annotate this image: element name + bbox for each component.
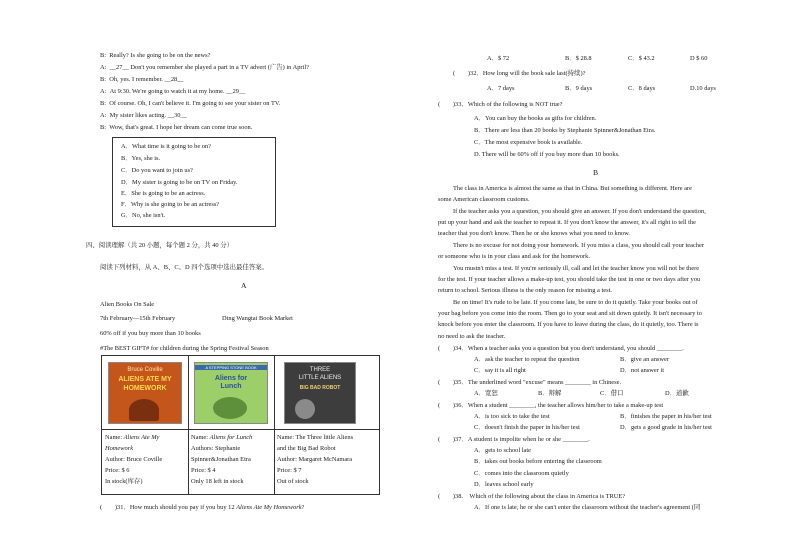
book-name: Name: The Three little Aliens	[277, 434, 354, 441]
section-instruction: 阅读下列材料，从 A、B、C、D 四个选项中选出最佳答案。	[100, 264, 268, 271]
option-item: F．Why is she going to be an actress?	[121, 201, 220, 208]
q31-option-d: D $ 60	[690, 55, 708, 62]
option-item: E．She is going to be an actress.	[121, 190, 206, 197]
q37-option: D．leaves school early	[474, 481, 534, 488]
question-32: ( )32．How long will the book sale last(持续)?	[453, 70, 586, 77]
ad-discount: 60% off if you buy more than 10 books	[100, 330, 201, 337]
dialogue-line: B: Wow, that's great. I hope her dream can come true soon.	[100, 124, 253, 131]
option-item: B．Yes, she is.	[121, 155, 161, 162]
ad-title: Alien Books On Sale	[100, 301, 155, 308]
q33-option: C．The most expensive book is available.	[474, 139, 583, 146]
dialogue-line: A: My sister likes acting. __30__	[100, 112, 187, 119]
book-price: Price: $ 7	[277, 467, 302, 474]
q33-option: D. There will be 60% off if you buy more than 10 books.	[474, 151, 620, 158]
question-37: ( )37．A student is impolite when he or she ________.	[438, 436, 590, 443]
option-item: A．What time is it going to be on?	[121, 143, 211, 150]
q36-option-c: C．doesn't finish the paper in his/her test	[474, 424, 580, 431]
ad-dates: 7th February—15th February	[100, 315, 176, 322]
option-item: C．Do you want to join us?	[121, 167, 193, 174]
q33-option: A．You can buy the books as gifts for children.	[474, 115, 597, 122]
book-table	[101, 355, 380, 495]
question-33: ( )33．Which of the following is NOT true?	[438, 101, 563, 108]
q32-option-d: D.10 days	[690, 85, 716, 92]
part-a-label: A	[241, 281, 247, 290]
q35-option-c: C．借口	[600, 390, 624, 397]
options-box	[112, 137, 276, 227]
q34-option-b: B．give an answer	[620, 356, 669, 363]
q33-option: B．There are less than 20 books by Stephanie Spinner&Jonathan Etra.	[474, 127, 656, 134]
book-name: Name: Aliens Ate My	[105, 434, 160, 441]
ad-gift: #The BEST GIFT# for children during the Spring Festival Season	[100, 345, 269, 352]
q32-option-a: A．7 days	[487, 85, 515, 92]
q37-option: B．takes out books before entering the classroom	[474, 458, 602, 465]
book-author-cont: Spinner&Jonathan Etra	[191, 456, 251, 463]
q37-option: C．comes into the classroom quietly	[474, 470, 569, 477]
book-stock: Only 18 left in stock	[191, 478, 244, 485]
dialogue-line: B: Of course. Oh, I can't believe it. I'm going to see your sister on TV.	[100, 100, 281, 107]
q31-option-a: A．$ 72	[487, 55, 510, 62]
q35-option-a: A．宽恕	[474, 390, 498, 397]
question-31: ( )31．How much should you pay if you buy 12 Aliens Ate My Homework?	[100, 504, 305, 511]
book-name-cont: Homework	[105, 445, 134, 452]
book-author: Authors: Stephanie	[191, 445, 241, 452]
question-34: ( )34．When a teacher asks you a question but you don't understand, you should ________.	[438, 345, 684, 352]
book-author: Author: Margaret McNamara	[277, 456, 353, 463]
book-name-cont: and the Big Bad Robot	[277, 445, 336, 452]
book-stock: In stock(库存)	[105, 478, 143, 485]
book-cover-image: Bruce Coville ALIENS ATE MY HOMEWORK	[108, 362, 182, 424]
q31-option-c: C．$ 43.2	[628, 55, 655, 62]
book-price: Price: $ 6	[105, 467, 130, 474]
question-35: ( )35．The underlined word "excuse" means ________ in Chinese.	[438, 379, 622, 386]
q31-option-b: B．$ 28.8	[565, 55, 592, 62]
q35-option-b: B．辩解	[538, 390, 562, 397]
q36-option-d: D．gets a good grade in his/her test	[620, 424, 712, 431]
book-stock: Out of stock	[277, 478, 309, 485]
q37-option: A．gets to school late	[474, 447, 531, 454]
q38-option: A．If one is late, he or she can't enter the classroom without the teacher's agreement (同	[474, 504, 701, 511]
book-cover-image: A STEPPING STONE BOOK Aliens for Lunch	[194, 362, 268, 424]
q34-option-d: D．not answer it	[620, 367, 665, 374]
dialogue-line: B: Oh, yes. I remember. __28__	[100, 76, 184, 83]
section-title: 四、阅读理解（共 20 小题，每个题 2 分，共 40 分）	[86, 242, 233, 249]
q36-option-b: B．finishes the paper in his/her test	[620, 413, 712, 420]
dialogue-line: A: At 9:30. We're going to watch it at my home. __29__	[100, 88, 246, 95]
ad-place: Ding Wangtai Book Market	[222, 315, 293, 322]
question-36: ( )36．When a student ________, the teacher allows him/her to take a make-up test	[438, 402, 664, 409]
q34-option-c: C．say it is all right	[474, 367, 526, 374]
dialogue-line: B: Really? Is she going to be on the news?	[100, 52, 211, 59]
q36-option-a: A．is too sick to take the test	[474, 413, 550, 420]
question-38: ( )38. Which of the following about the class in America is TRUE?	[438, 493, 626, 500]
dialogue-line: A: __27__ Don't you remember she played a part in a TV advert (广告) in April?	[100, 64, 309, 71]
book-name: Name: Aliens for Lunch	[191, 434, 253, 441]
book-cover-image: THREE LITTLE ALIENS BIG BAD ROBOT	[284, 362, 356, 424]
q34-option-a: A．ask the teacher to repeat the question	[474, 356, 580, 363]
part-b-label: B	[593, 168, 599, 177]
q35-option-d: D．道歉	[665, 390, 689, 397]
q32-option-c: C．8 days	[628, 85, 656, 92]
option-item: G．No, she isn't.	[121, 212, 166, 219]
book-author: Author: Bruce Coville	[105, 456, 163, 463]
book-price: Price: $ 4	[191, 467, 216, 474]
option-item: D．My sister is going to be on TV on Friday.	[121, 179, 238, 186]
q32-option-b: B．9 days	[565, 85, 593, 92]
